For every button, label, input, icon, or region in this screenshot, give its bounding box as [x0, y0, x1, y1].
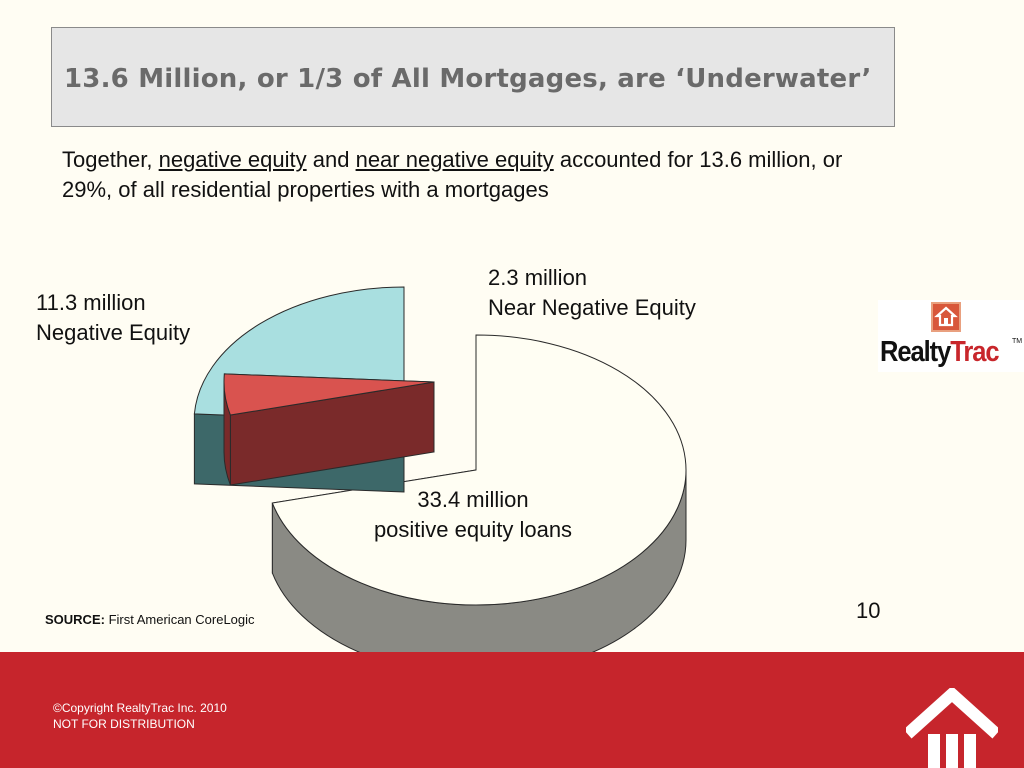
subtitle-mid: and [306, 147, 356, 172]
footer-copyright-block [53, 700, 227, 732]
label-negative-equity-value: 11.3 million [36, 290, 146, 315]
label-negative-equity-name: Negative Equity [36, 320, 191, 345]
logo-wordmark-realty: Realty [880, 336, 951, 368]
source-label: SOURCE: [45, 612, 105, 627]
page-number: 10 [856, 598, 881, 623]
subtitle-pre: Together, [62, 147, 159, 172]
source-note [45, 612, 255, 627]
subtitle-term-negative-equity: negative equity [158, 147, 307, 172]
logo-wordmark-trac: Trac [950, 336, 999, 368]
footer-notice: NOT FOR DISTRIBUTION [53, 717, 195, 731]
source-text: First American CoreLogic [108, 612, 255, 627]
label-near-negative-equity-name: Near Negative Equity [488, 295, 696, 320]
subtitle-post: accounted for 13.6 million, or 29%, of all residential properties with a mortgages [62, 147, 843, 202]
label-positive-equity [358, 485, 588, 545]
label-positive-equity-name: positive equity loans [373, 517, 573, 542]
house-logo-icon [931, 302, 961, 332]
logo-wordmark [880, 336, 999, 369]
realtytrac-logo [878, 300, 1024, 372]
label-negative-equity [36, 288, 190, 348]
footer-copyright: ©Copyright RealtyTrac Inc. 2010 [53, 701, 227, 715]
footer-house-icon [906, 688, 998, 768]
label-near-negative-equity [488, 263, 696, 323]
footer-bar [0, 652, 1024, 768]
label-near-negative-equity-value: 2.3 million [488, 265, 588, 290]
subtitle-term-near-negative-equity: near negative equity [355, 147, 554, 172]
page-title: 13.6 Million, or 1/3 of All Mortgages, are ‘Underwater’ [64, 64, 872, 94]
label-positive-equity-value: 33.4 million [417, 487, 529, 512]
logo-trademark: TM [1012, 338, 1023, 345]
